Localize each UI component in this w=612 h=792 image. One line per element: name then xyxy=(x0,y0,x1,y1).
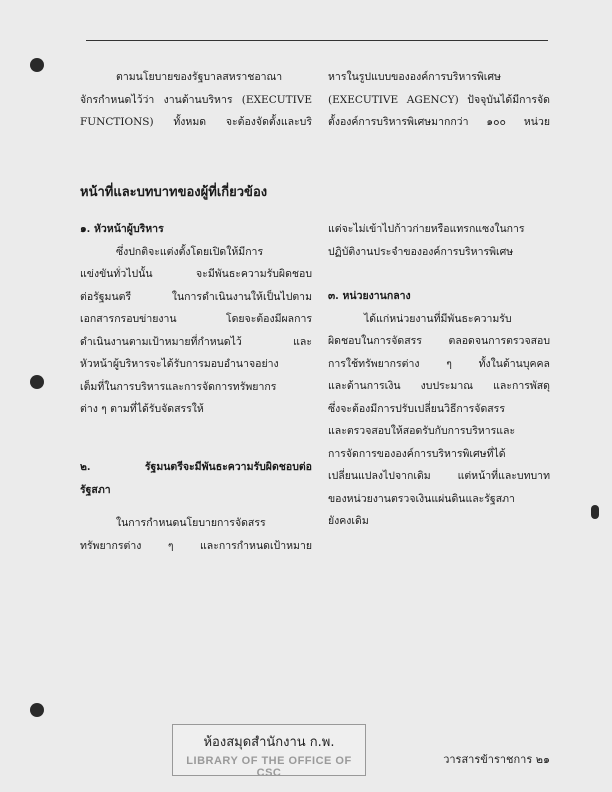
text-line: ซึ่งปกติจะแต่งตั้งโดยเปิดให้มีการ xyxy=(116,245,264,258)
section-2-title: ๒. รัฐมนตรีจะมีพันธะความรับผิดชอบต่อ xyxy=(80,461,312,473)
section-heading: หน้าที่และบทบาทของผู้ที่เกี่ยวข้อง xyxy=(80,185,268,200)
text-line: ต่อรัฐมนตรี ในการดำเนินงานให้เป็นไปตาม xyxy=(80,290,312,303)
text-line: หัวหน้าผู้บริหารจะได้รับการมอบอำนาจอย่าง xyxy=(80,358,279,370)
left-intro-paragraph xyxy=(80,66,312,134)
right-continuation-paragraph xyxy=(328,218,550,263)
section-3-title: ๓. หน่วยงานกลาง xyxy=(328,290,411,302)
text-line: ซึ่งจะต้องมีการปรับเปลี่ยนวิธีการจัดสรร xyxy=(328,402,505,415)
text-line: เอกสารกรอบข่ายงาน โดยจะต้องมีผลการ xyxy=(80,313,312,325)
punch-hole-middle xyxy=(30,375,44,389)
stamp-thai-text: ห้องสมุดสำนักงาน ก.พ. xyxy=(203,735,335,750)
text-line: การใช้ทรัพยากรต่าง ๆ ทั้งในด้านบุคคล xyxy=(328,357,550,370)
text-line: (EXECUTIVE AGENCY) ปัจจุบันได้มีการจัด xyxy=(328,93,550,106)
header-rule xyxy=(86,40,548,41)
text-line: ดำเนินงานตามเป้าหมายที่กำหนดไว้ และ xyxy=(80,335,312,348)
text-line: หารในรูปแบบขององค์การบริหารพิเศษ xyxy=(328,71,501,83)
text-line: จักรกำหนดไว้ว่า งานด้านบริหาร (EXECUTIVE xyxy=(80,93,312,106)
punch-hole-top xyxy=(30,58,44,72)
text-line: เต็มที่ในการบริหารและการจัดการทรัพยากร xyxy=(80,380,277,393)
stamp-english-text: LIBRARY OF THE OFFICE OF CSC xyxy=(186,755,352,779)
text-line: และด้านการเงิน งบประมาณ และการพัสดุ xyxy=(328,380,550,392)
text-line: แต่จะไม่เข้าไปก้าวก่ายหรือแทรกแซงในการ xyxy=(328,223,525,235)
text-line: การจัดการขององค์การบริหารพิเศษที่ได้ xyxy=(328,447,506,460)
text-line: เปลี่ยนแปลงไปจากเดิม แต่หน้าที่และบทบาท xyxy=(328,470,550,482)
text-line: ในการกำหนดนโยบายการจัดสรร xyxy=(116,517,266,529)
section-2 xyxy=(80,456,312,501)
punch-hole-bottom xyxy=(30,703,44,717)
section-2-title-cont: รัฐสภา xyxy=(80,483,111,496)
section-1-title: ๑. หัวหน้าผู้บริหาร xyxy=(80,223,164,235)
section-2-body xyxy=(80,512,312,557)
section-3 xyxy=(328,285,550,533)
text-line: ปฏิบัติงานประจำขององค์การบริหารพิเศษ xyxy=(328,245,514,258)
text-line: และตรวจสอบให้สอดรับกับการบริหารและ xyxy=(328,425,516,437)
text-line: ทรัพยากรต่าง ๆ และการกำหนดเป้าหมาย xyxy=(80,539,312,552)
text-line: ผิดชอบในการจัดสรร ตลอดจนการตรวจสอบ xyxy=(328,335,550,347)
journal-name: วารสารข้าราชการ xyxy=(443,753,533,766)
text-line: ตามนโยบายของรัฐบาลสหราชอาณา xyxy=(116,71,283,83)
punch-hole-right xyxy=(591,505,599,519)
page-footer xyxy=(420,750,550,768)
text-line: ยังคงเดิม xyxy=(328,515,369,527)
library-stamp xyxy=(172,724,366,779)
text-line: แข่งขันทั่วไปนั้น จะมีพันธะความรับผิดชอบ xyxy=(80,268,312,280)
page-number: ๒๑ xyxy=(535,753,550,766)
text-line: ของหน่วยงานตรวจเงินแผ่นดินและรัฐสภา xyxy=(328,492,515,505)
section-1 xyxy=(80,218,312,421)
right-intro-paragraph xyxy=(328,66,550,134)
text-line: ตั้งองค์การบริหารพิเศษมากกว่า ๑๐๐ หน่วย xyxy=(328,116,550,128)
text-line: FUNCTIONS) ทั้งหมด จะต้องจัดตั้งและบริ xyxy=(80,116,312,128)
text-line: ได้แก่หน่วยงานที่มีพันธะความรับ xyxy=(364,312,512,325)
text-line: ต่าง ๆ ตามที่ได้รับจัดสรรให้ xyxy=(80,403,204,415)
